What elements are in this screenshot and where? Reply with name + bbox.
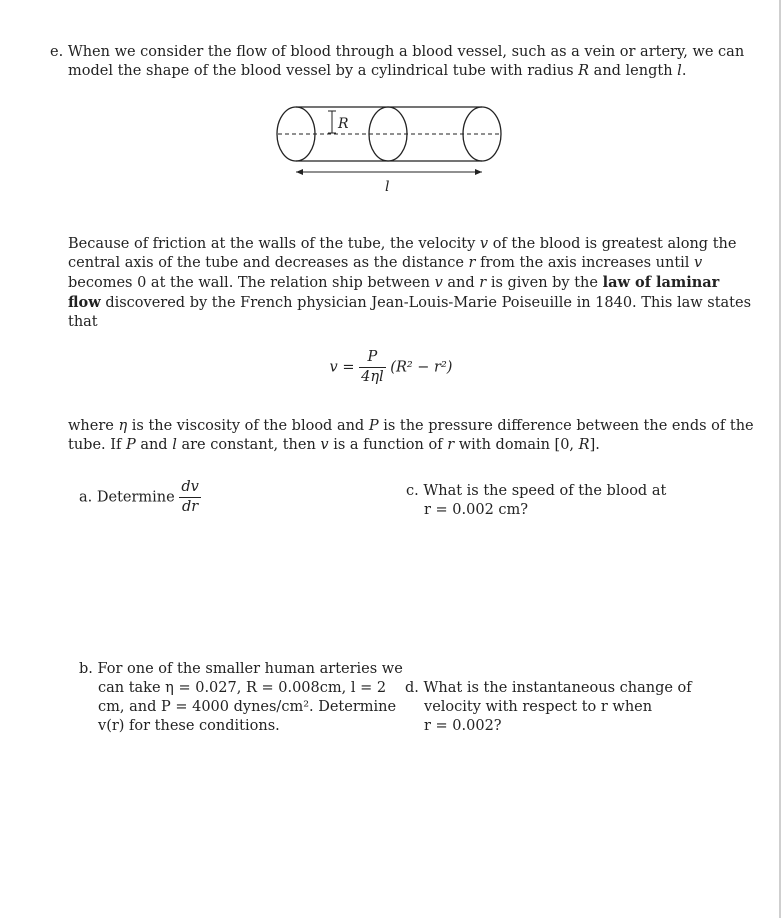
derivative-denominator: dr	[179, 497, 200, 517]
where-line-1: is the viscosity of the blood and	[131, 418, 365, 434]
part-c	[406, 482, 736, 520]
where-word: where	[68, 418, 114, 434]
part-a-text: Determine	[96, 489, 175, 506]
length-label: l	[385, 179, 390, 195]
equation-fraction	[359, 348, 386, 387]
var-v: v	[479, 236, 489, 252]
derivative-numerator: dv	[181, 479, 199, 495]
where-domain: with domain [0,	[458, 437, 575, 453]
problem-intro	[50, 43, 770, 81]
where-and: and	[140, 437, 168, 453]
where-domain-end: ].	[589, 437, 600, 453]
var-r: r	[447, 437, 455, 453]
radius-label: R	[338, 116, 349, 132]
part-b-line-2: can take η = 0.027, R = 0.008cm, l = 2	[98, 680, 387, 696]
var-v: v	[694, 255, 703, 271]
where-line-2b: are constant, then	[181, 437, 316, 453]
part-d-line-3: r = 0.002?	[424, 718, 502, 734]
part-d-line-2: velocity with respect to r when	[424, 699, 653, 715]
part-c-label: c.	[406, 483, 419, 499]
var-l: l	[172, 437, 177, 453]
where-paragraph	[68, 417, 770, 455]
intro-line-1: When we consider the flow of blood through a blood vessel, such as a vein or artery, we can	[67, 44, 745, 60]
var-R: R	[578, 63, 590, 79]
tube-middle-section	[369, 107, 407, 161]
var-l: l	[677, 63, 682, 79]
equation-numerator: P	[367, 349, 378, 365]
law-name-end: flow	[68, 294, 101, 311]
var-v: v	[434, 275, 443, 291]
intro-and: and length	[593, 63, 673, 79]
derivative-fraction	[179, 478, 200, 517]
where-line-1b: is the pressure difference between the ends of the	[383, 418, 754, 434]
part-a-label: a.	[79, 489, 93, 506]
part-b-line-3: cm, and P = 4000 dynes/cm². Determine	[98, 699, 397, 715]
where-line-2: tube. If	[68, 437, 122, 453]
para-line-2b: from the axis increases until	[480, 255, 690, 271]
law-name: law of laminar	[602, 274, 720, 291]
part-b	[79, 660, 409, 736]
para-and: and	[447, 275, 475, 291]
var-eta: η	[118, 418, 128, 434]
part-d-line-1: What is the instantaneous change of	[423, 680, 692, 696]
equation-rhs: (R² − r²)	[390, 359, 453, 376]
para-line-3b: is given by the	[490, 275, 598, 291]
var-r: r	[468, 255, 476, 271]
para-line-3: becomes 0 at the wall. The relation ship between	[68, 275, 430, 291]
part-b-line-1: For one of the smaller human arteries we	[97, 661, 403, 677]
equation-denominator: 4ηl	[361, 369, 384, 385]
para-line-1b: of the blood is greatest along the	[492, 236, 737, 252]
var-r: r	[479, 275, 487, 291]
intro-period: .	[681, 63, 687, 79]
part-d-label: d.	[405, 680, 419, 696]
para-line-5: that	[68, 314, 98, 330]
cylinder-diagram	[260, 102, 520, 198]
var-R: R	[578, 437, 590, 453]
part-b-line-4: v(r) for these conditions.	[98, 718, 280, 734]
equation-lhs: v =	[329, 359, 355, 376]
part-c-line-1: What is the speed of the blood at	[423, 483, 667, 499]
length-arrow-left-head	[296, 169, 303, 175]
poiseuille-equation	[0, 348, 782, 387]
where-line-2c: is a function of	[333, 437, 443, 453]
para-line-4: discovered by the French physician Jean-Louis-Marie Poiseuille in 1840. This law states	[105, 295, 752, 311]
para-line-2: central axis of the tube and decreases as the distance	[68, 255, 464, 271]
problem-letter: e.	[50, 44, 64, 60]
part-a	[79, 478, 379, 517]
part-b-label: b.	[79, 661, 93, 677]
intro-line-2: model the shape of the blood vessel by a cylindrical tube with radius	[68, 63, 574, 79]
length-arrow-right-head	[475, 169, 482, 175]
part-d	[405, 679, 735, 736]
part-c-line-2: r = 0.002 cm?	[424, 502, 529, 518]
var-P: P	[368, 418, 379, 434]
var-v: v	[320, 437, 329, 453]
laminar-flow-paragraph	[68, 235, 770, 332]
para-line-1: Because of friction at the walls of the tube, the velocity	[68, 236, 476, 252]
page-edge	[779, 0, 781, 918]
var-P: P	[125, 437, 136, 453]
